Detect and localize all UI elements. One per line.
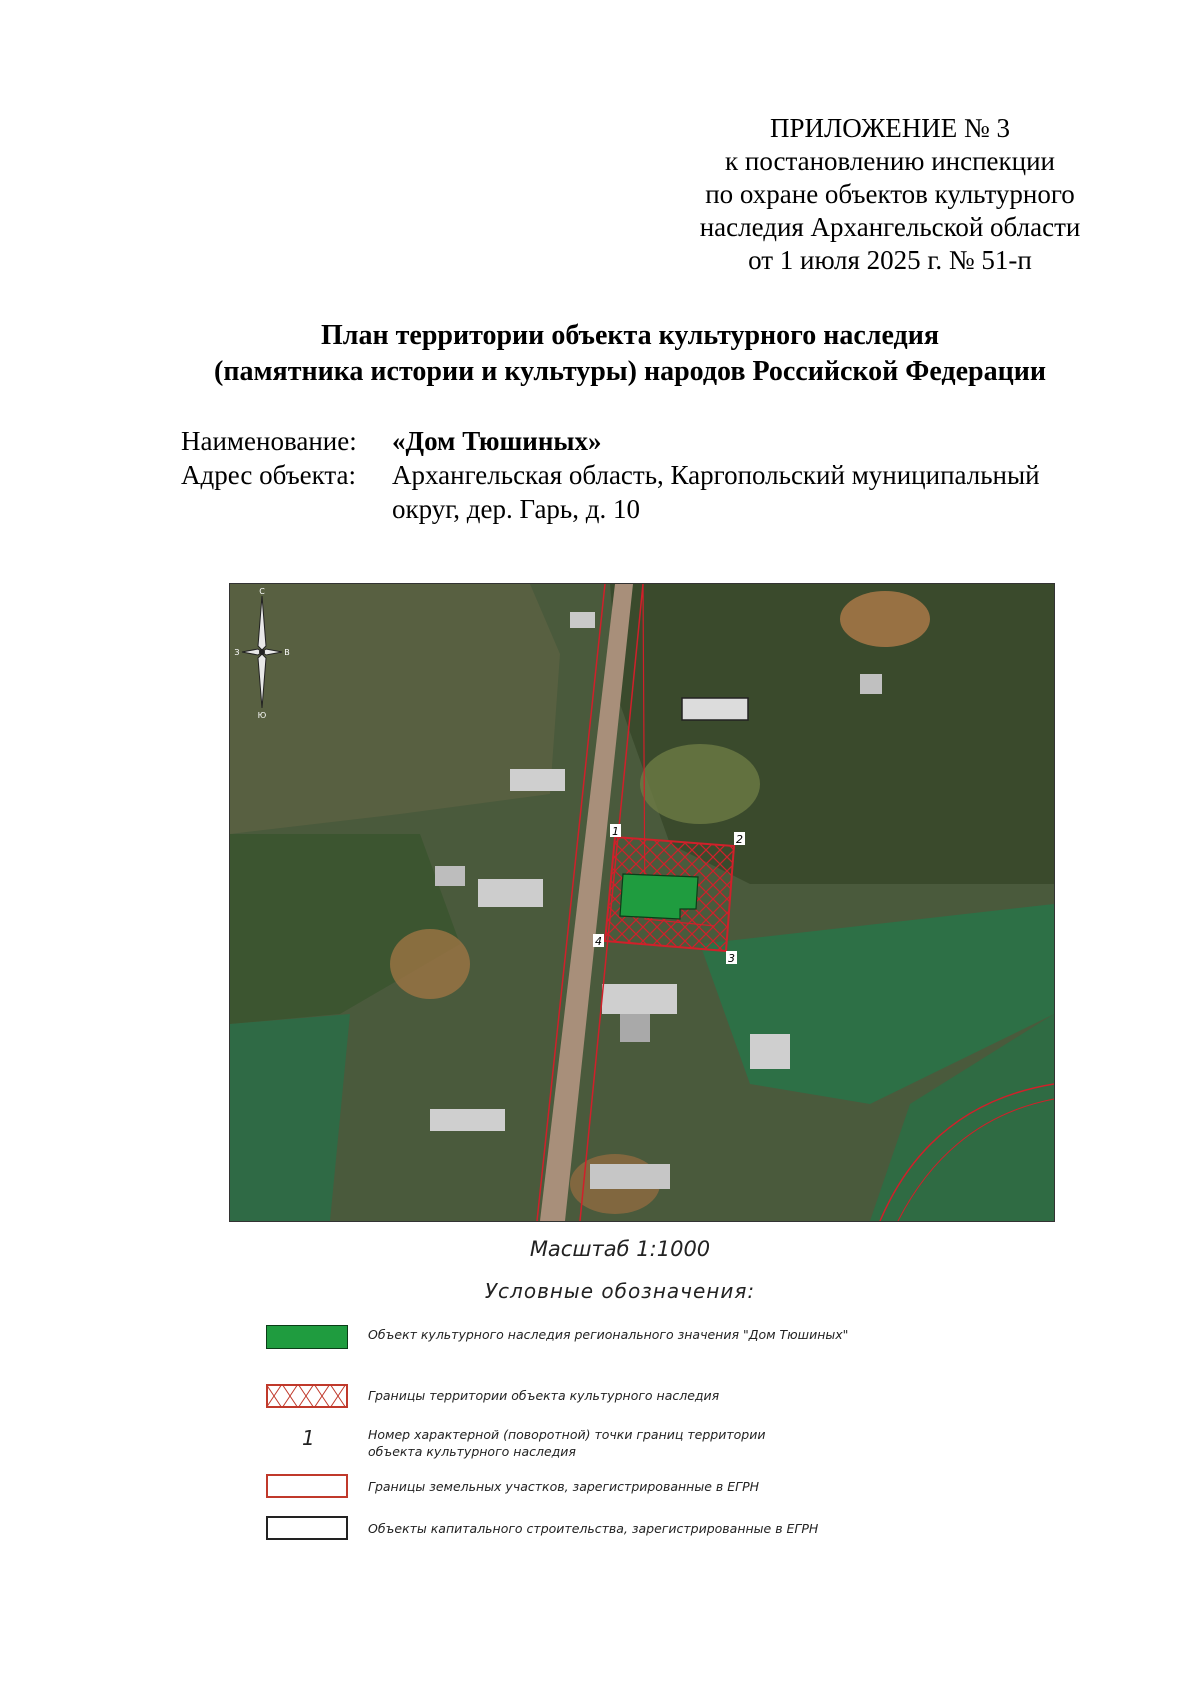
map-canvas bbox=[230, 584, 1054, 1221]
svg-text:4: 4 bbox=[595, 935, 602, 948]
legend-swatch-green bbox=[266, 1325, 348, 1349]
legend-text: объекта культурного наследия bbox=[368, 1444, 576, 1459]
legend-swatch-hatched bbox=[266, 1384, 348, 1408]
legend-text: Объект культурного наследия регионального значения "Дом Тюшиных" bbox=[368, 1327, 849, 1342]
turning-point-1 bbox=[610, 824, 621, 838]
field-area bbox=[230, 584, 560, 834]
legend-text: Объекты капитального строительства, зарегистрированные в ЕГРН bbox=[368, 1521, 819, 1536]
map-scale: Масштаб 1:1000 bbox=[529, 1237, 711, 1261]
address-value-line2: округ, дер. Гарь, д. 10 bbox=[392, 494, 640, 524]
address-label: Адрес объекта: bbox=[181, 460, 357, 490]
building bbox=[620, 1014, 650, 1042]
turning-point-3 bbox=[726, 951, 737, 965]
building bbox=[430, 1109, 505, 1131]
building bbox=[478, 879, 543, 907]
autumn-tree bbox=[390, 929, 470, 999]
svg-text:3: 3 bbox=[728, 952, 735, 965]
legend-text: Номер характерной (поворотной) точки границ территории bbox=[368, 1427, 766, 1442]
green-field bbox=[230, 1014, 350, 1221]
building bbox=[510, 769, 565, 791]
appendix-line: к постановлению инспекции bbox=[725, 146, 1055, 176]
tree-cluster bbox=[640, 744, 760, 824]
turning-point-symbol: 1 bbox=[302, 1426, 315, 1450]
building bbox=[682, 698, 748, 720]
building bbox=[590, 1164, 670, 1189]
legend-title: Условные обозначения: bbox=[484, 1279, 756, 1303]
appendix-line: ПРИЛОЖЕНИЕ № 3 bbox=[769, 113, 1011, 143]
turning-point-4 bbox=[593, 934, 604, 948]
address-value-line1: Архангельская область, Каргопольский муниципальный bbox=[392, 460, 1040, 490]
building bbox=[435, 866, 465, 886]
svg-text:2: 2 bbox=[736, 833, 743, 846]
autumn-tree bbox=[840, 591, 930, 647]
appendix-header bbox=[620, 112, 1160, 277]
svg-text:Ю: Ю bbox=[257, 711, 267, 720]
svg-text:В: В bbox=[284, 648, 290, 657]
legend-swatch-white-outline bbox=[266, 1516, 348, 1540]
building bbox=[750, 1034, 790, 1069]
legend-text: Границы земельных участков, зарегистрированные в ЕГРН bbox=[368, 1479, 760, 1494]
title-line: План территории объекта культурного наследия bbox=[321, 320, 939, 351]
building bbox=[860, 674, 882, 694]
appendix-line: по охране объектов культурного bbox=[705, 179, 1075, 209]
building bbox=[570, 612, 595, 628]
svg-text:З: З bbox=[234, 648, 240, 657]
appendix-line: наследия Архангельской области bbox=[699, 212, 1081, 242]
turning-point-2 bbox=[734, 832, 745, 846]
name-label: Наименование: bbox=[181, 426, 357, 456]
appendix-line: от 1 июля 2025 г. № 51-п bbox=[748, 245, 1032, 275]
legend-swatch-red-outline bbox=[266, 1474, 348, 1498]
document-title bbox=[130, 318, 1130, 390]
satellite-map bbox=[229, 583, 1055, 1222]
building bbox=[602, 984, 677, 1014]
tree-area bbox=[610, 584, 1054, 884]
svg-text:1: 1 bbox=[612, 825, 619, 838]
name-value: «Дом Тюшиных» bbox=[392, 426, 602, 456]
svg-text:С: С bbox=[259, 587, 265, 596]
title-line: (памятника истории и культуры) народов Российской Федерации bbox=[214, 356, 1046, 387]
legend-text: Границы территории объекта культурного наследия bbox=[368, 1388, 720, 1403]
